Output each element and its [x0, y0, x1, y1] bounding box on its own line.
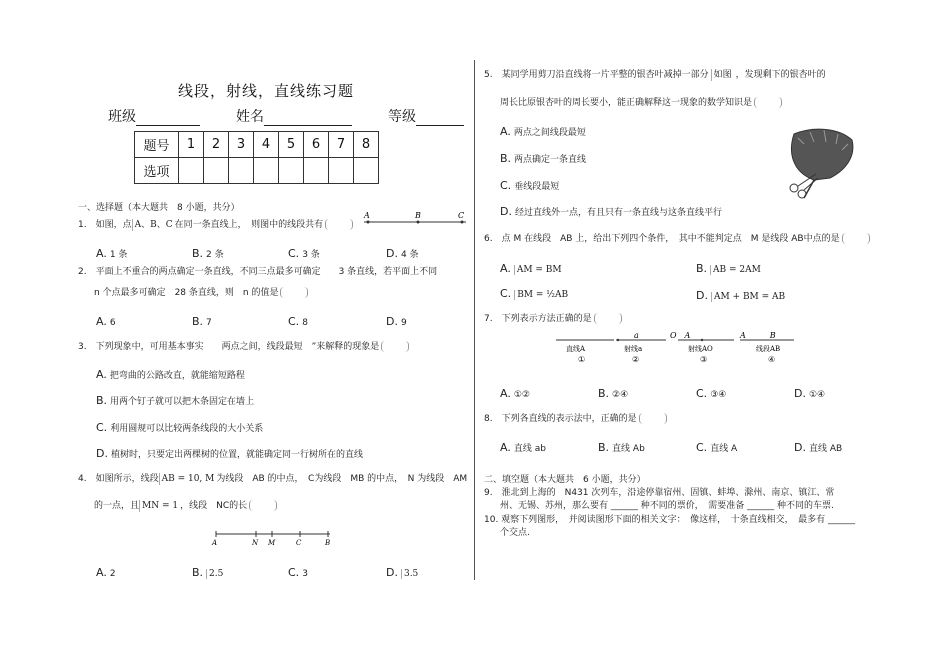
- q6-option-b[interactable]: B. AB = 2AM: [696, 262, 761, 275]
- q2-line-2: n 个点最多可确定 28 条直线，则 n 的值是: [94, 288, 279, 298]
- question-number-label: 题号: [135, 132, 179, 158]
- class-blank[interactable]: [136, 112, 200, 126]
- table-cell: 4: [254, 132, 279, 158]
- q7-option-c[interactable]: C. ③④: [696, 387, 727, 400]
- q1-text-b: 在同一条直线上， 则图中的线段共有: [174, 220, 324, 230]
- figure-top-label: A B: [740, 331, 776, 340]
- q4-formula-2: MN = 1: [139, 500, 180, 512]
- q4-option-b[interactable]: B. 2.5: [192, 566, 224, 579]
- q5-option-d[interactable]: D. 经过直线外一点，有且只有一条直线与这条直线平行: [500, 205, 722, 218]
- question-2: [78, 266, 437, 278]
- question-5-line-2: [500, 97, 782, 109]
- answer-blank[interactable]: [842, 233, 870, 244]
- class-field: [108, 106, 200, 126]
- answer-blank[interactable]: [594, 313, 622, 324]
- q5-fig-ref: 如图: [711, 69, 734, 81]
- q7-option-b[interactable]: B. ②④: [598, 387, 629, 400]
- question-8: [484, 413, 667, 425]
- answer-table-header-row: [135, 132, 379, 158]
- figure-number: ②: [632, 355, 640, 364]
- answer-table-option-row: [135, 158, 379, 184]
- figure-number: ①: [578, 355, 586, 364]
- q1-option-b[interactable]: B. 2 条: [192, 247, 224, 260]
- q4-segment-figure: [208, 528, 338, 548]
- section-1-heading: 一、选择题（本大题共 8 小题，共分）: [78, 203, 240, 213]
- question-1: [78, 219, 353, 231]
- answer-blank[interactable]: [325, 219, 353, 230]
- q3-option-d[interactable]: D. 植树时，只要定出两棵树的位置，就能确定同一行树所在的直线: [96, 447, 363, 460]
- point-label: N: [252, 539, 259, 547]
- q5-option-b[interactable]: B. 两点确定一条直线: [500, 152, 587, 165]
- answer-cell[interactable]: [179, 158, 204, 184]
- table-cell: 5: [279, 132, 304, 158]
- q1-option-d[interactable]: D. 4 条: [386, 247, 419, 260]
- q8-option-a[interactable]: A. 直线 ab: [500, 441, 546, 454]
- figure-number: ③: [700, 355, 708, 364]
- q3-option-b[interactable]: B. 用两个钉子就可以把木条固定在墙上: [96, 394, 255, 407]
- q1-option-a[interactable]: A. 1 条: [96, 247, 128, 260]
- table-cell: 7: [329, 132, 354, 158]
- q1-line-figure: [362, 208, 470, 228]
- table-cell: 3: [229, 132, 254, 158]
- answer-cell[interactable]: [204, 158, 229, 184]
- answer-cell[interactable]: [304, 158, 329, 184]
- grade-blank[interactable]: [416, 112, 464, 126]
- point-label: B: [415, 211, 421, 220]
- point-label: M: [268, 539, 276, 547]
- figure-label: 线段AB: [756, 345, 781, 353]
- column-divider: [474, 60, 475, 580]
- q7-option-a[interactable]: A. ①②: [500, 387, 530, 400]
- q7-option-d[interactable]: D. ①④: [794, 387, 826, 400]
- figure-top-label: a: [634, 331, 639, 340]
- q8-option-c[interactable]: C. 直线 A: [696, 441, 738, 454]
- figure-number: ④: [768, 355, 776, 364]
- answer-blank[interactable]: [249, 500, 277, 511]
- point-label: A: [364, 211, 370, 220]
- question-2-line-2: [94, 287, 308, 299]
- question-9: 9. 淮北到上海的 N431 次列车，沿途停靠宿州、固镇、蚌埠、滁州、南京、镇江、常: [484, 488, 835, 498]
- question-9-line-2[interactable]: 州、无锡、苏州，那么要有 ______ 种不同的票价， 需要准备 ______ 种不同的车票.: [500, 501, 834, 511]
- q2-option-c[interactable]: C. 8: [288, 315, 308, 328]
- option-label: 选项: [135, 158, 179, 184]
- q7-figures: [550, 330, 800, 370]
- q5-line-2: 周长比原银杏叶的周长要小，能正确解释这一现象的数学知识是: [500, 98, 753, 108]
- answer-cell[interactable]: [329, 158, 354, 184]
- answer-blank[interactable]: [280, 287, 308, 298]
- answer-cell[interactable]: [254, 158, 279, 184]
- q4-text-c: 的一点，且: [94, 501, 140, 511]
- answer-blank[interactable]: [639, 413, 667, 424]
- question-10-line-2: 个交点.: [500, 528, 530, 538]
- q7-line-1: 7. 下列表示方法正确的是: [484, 314, 592, 324]
- name-field: [236, 106, 352, 126]
- q5-text-a: 5. 某同学用剪刀沿直线将一片平整的银杏叶减掉一部分: [484, 70, 709, 80]
- figure-label: 射线a: [624, 345, 643, 353]
- table-cell: 2: [204, 132, 229, 158]
- figure-top-label: O A: [670, 331, 691, 340]
- q4-formula-1: AB = 10, M: [159, 473, 217, 485]
- q6-option-c[interactable]: C. BM = ½AB: [500, 287, 569, 300]
- q4-text-d: ，线段 NC的长: [180, 501, 248, 511]
- point-label: C: [296, 539, 302, 547]
- q4-text-b: 为线段 AB 的中点， C为线段 MB 的中点， N 为线段 AM: [216, 474, 468, 484]
- q8-option-b[interactable]: B. 直线 Ab: [598, 441, 645, 454]
- q6-line-1: 6. 点 M 在线段 AB 上，给出下列四个条件， 其中不能判定点 M 是线段 AB中点的是: [484, 234, 840, 244]
- ginkgo-leaf-figure: [784, 122, 860, 204]
- q4-text-a: 4. 如图所示，线段: [78, 474, 159, 484]
- page-title: 线段，射线，直线练习题: [178, 82, 355, 100]
- q2-option-a[interactable]: A. 6: [96, 315, 116, 328]
- q3-option-a[interactable]: A. 把弯曲的公路改直，就能缩短路程: [96, 368, 245, 381]
- q2-option-b[interactable]: B. 7: [192, 315, 212, 328]
- q8-line-1: 8. 下列各直线的表示法中，正确的是: [484, 414, 637, 424]
- q6-option-a[interactable]: A. AM = BM: [500, 262, 562, 275]
- figure-label: 直线A: [566, 345, 586, 353]
- name-label: 姓名: [236, 109, 264, 125]
- q5-text-b: ，发现剩下的银杏叶的: [735, 70, 826, 80]
- q6-option-d[interactable]: D. AM + BM = AB: [696, 289, 786, 302]
- answer-table: [134, 131, 379, 184]
- answer-blank[interactable]: [754, 97, 782, 108]
- point-label: A: [212, 539, 218, 547]
- question-4: [78, 473, 467, 485]
- section-2-heading: 二、填空题（本大题共 6 小题，共分）: [484, 475, 646, 485]
- q8-option-d[interactable]: D. 直线 AB: [794, 441, 843, 454]
- q3-option-c[interactable]: C. 利用圆规可以比较两条线段的大小关系: [96, 421, 264, 434]
- point-label: B: [325, 539, 331, 547]
- q2-line-1: 2. 平面上不重合的两点确定一条直线，不同三点最多可确定 3 条直线，若平面上不同: [78, 267, 438, 277]
- q1-points: A、B、C: [132, 219, 175, 231]
- table-cell: 1: [179, 132, 204, 158]
- question-5: [484, 69, 826, 81]
- q1-option-c[interactable]: C. 3 条: [288, 247, 320, 260]
- table-cell: 8: [354, 132, 379, 158]
- q4-option-a[interactable]: A. 2: [96, 566, 116, 579]
- question-4-line-2: [94, 500, 277, 512]
- question-6: [484, 233, 870, 245]
- grade-field: [388, 106, 464, 126]
- q5-option-c[interactable]: C. 垂线段最短: [500, 179, 560, 192]
- q3-line-1: 3. 下列现象中，可用基本事实 两点之间，线段最短 ”来解释的现象是: [78, 342, 380, 352]
- q5-option-a[interactable]: A. 两点之间线段最短: [500, 125, 586, 138]
- answer-cell[interactable]: [279, 158, 304, 184]
- q4-option-c[interactable]: C. 3: [288, 566, 308, 579]
- answer-blank[interactable]: [381, 341, 409, 352]
- q1-text-a: 1. 如图，点: [78, 220, 132, 230]
- answer-cell[interactable]: [229, 158, 254, 184]
- q2-option-d[interactable]: D. 9: [386, 315, 407, 328]
- figure-label: 射线AO: [688, 345, 713, 353]
- point-label: C: [458, 211, 465, 220]
- question-7: [484, 313, 622, 325]
- table-cell: 6: [304, 132, 329, 158]
- name-blank[interactable]: [264, 112, 352, 126]
- answer-cell[interactable]: [354, 158, 379, 184]
- grade-label: 等级: [388, 109, 416, 125]
- q4-option-d[interactable]: D. 3.5: [386, 566, 419, 579]
- class-label: 班级: [108, 109, 136, 125]
- question-3: [78, 341, 409, 353]
- question-10[interactable]: 10. 观察下列图形， 并阅读图形下面的相关文字： 像这样， 十条直线相交， 最多有 ______: [484, 515, 856, 525]
